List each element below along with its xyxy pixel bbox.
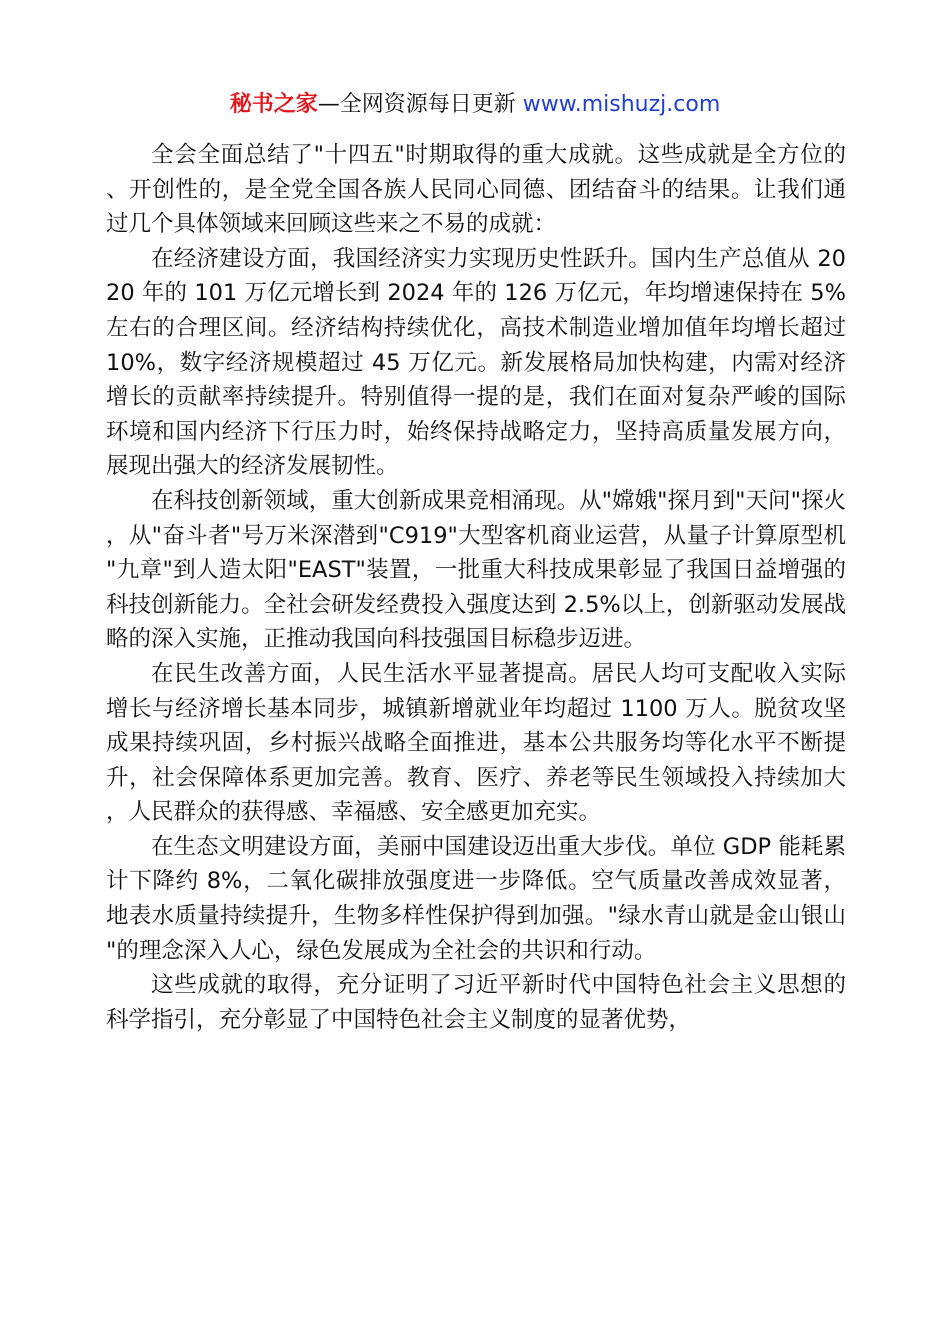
paragraph-economy: 在经济建设方面，我国经济实力实现历史性跃升。国内生产总值从 2020 年的 101 万亿元增长到 2024 年的 126 万亿元，年均增速保持在 5%左右的合理区间。经济结构持续优化，高技术制造业增加值年均增长超过 10%，数字经济规模超过 45 万亿元。新发展格局加快构建，内需对经济增长的贡献率持续提升。特别值得一提的是，我们在面对复杂严峻的国际环境和国内经济下行压力时，始终保持战略定力，坚持高质量发展方向，展现出强大的经济发展韧性。 <box>106 245 846 480</box>
paragraph-intro: 全会全面总结了"十四五"时期取得的重大成就。这些成就是全方位的、开创性的，是全党全国各族人民同心同德、团结奋斗的结果。让我们通过几个具体领域来回顾这些来之不易的成就： <box>106 142 846 238</box>
paragraph-ecology: 在生态文明建设方面，美丽中国建设迈出重大步伐。单位 GDP 能耗累计下降约 8%，二氧化碳排放强度进一步降低。空气质量改善成效显著，地表水质量持续提升，生物多样性保护得到加强。"绿水青山就是金山银山"的理念深入人心，绿色发展成为全社会的共识和行动。 <box>106 833 846 964</box>
site-tagline: —全网资源每日更新 <box>317 92 523 117</box>
brand-name: 秘书之家 <box>229 92 318 117</box>
paragraph-technology: 在科技创新领域，重大创新成果竞相涌现。从"嫦娥"探月到"天问"探火，从"奋斗者"号万米深潜到"C919"大型客机商业运营，从量子计算原型机"九章"到人造太阳"EAST"装置，一批重大科技成果彰显了我国日益增强的科技创新能力。全社会研发经费投入强度达到 2.5%以上，创新驱动发展战略的深入实施，正推动我国向科技强国目标稳步迈进。 <box>106 487 846 653</box>
paragraph-conclusion: 这些成就的取得，充分证明了习近平新时代中国特色社会主义思想的科学指引，充分彰显了中国特色社会主义制度的显著优势， <box>106 972 846 1033</box>
site-header <box>0 88 950 122</box>
article-body <box>106 138 846 1037</box>
paragraph-livelihood: 在民生改善方面，人民生活水平显著提高。居民人均可支配收入实际增长与经济增长基本同步，城镇新增就业年均超过 1100 万人。脱贫攻坚成果持续巩固，乡村振兴战略全面推进，基本公共服务均等化水平不断提升，社会保障体系更加完善。教育、医疗、养老等民生领域投入持续加大，人民群众的获得感、幸福感、安全感更加充实。 <box>106 660 846 826</box>
site-url-link[interactable]: www.mishuzj.com <box>522 92 721 117</box>
